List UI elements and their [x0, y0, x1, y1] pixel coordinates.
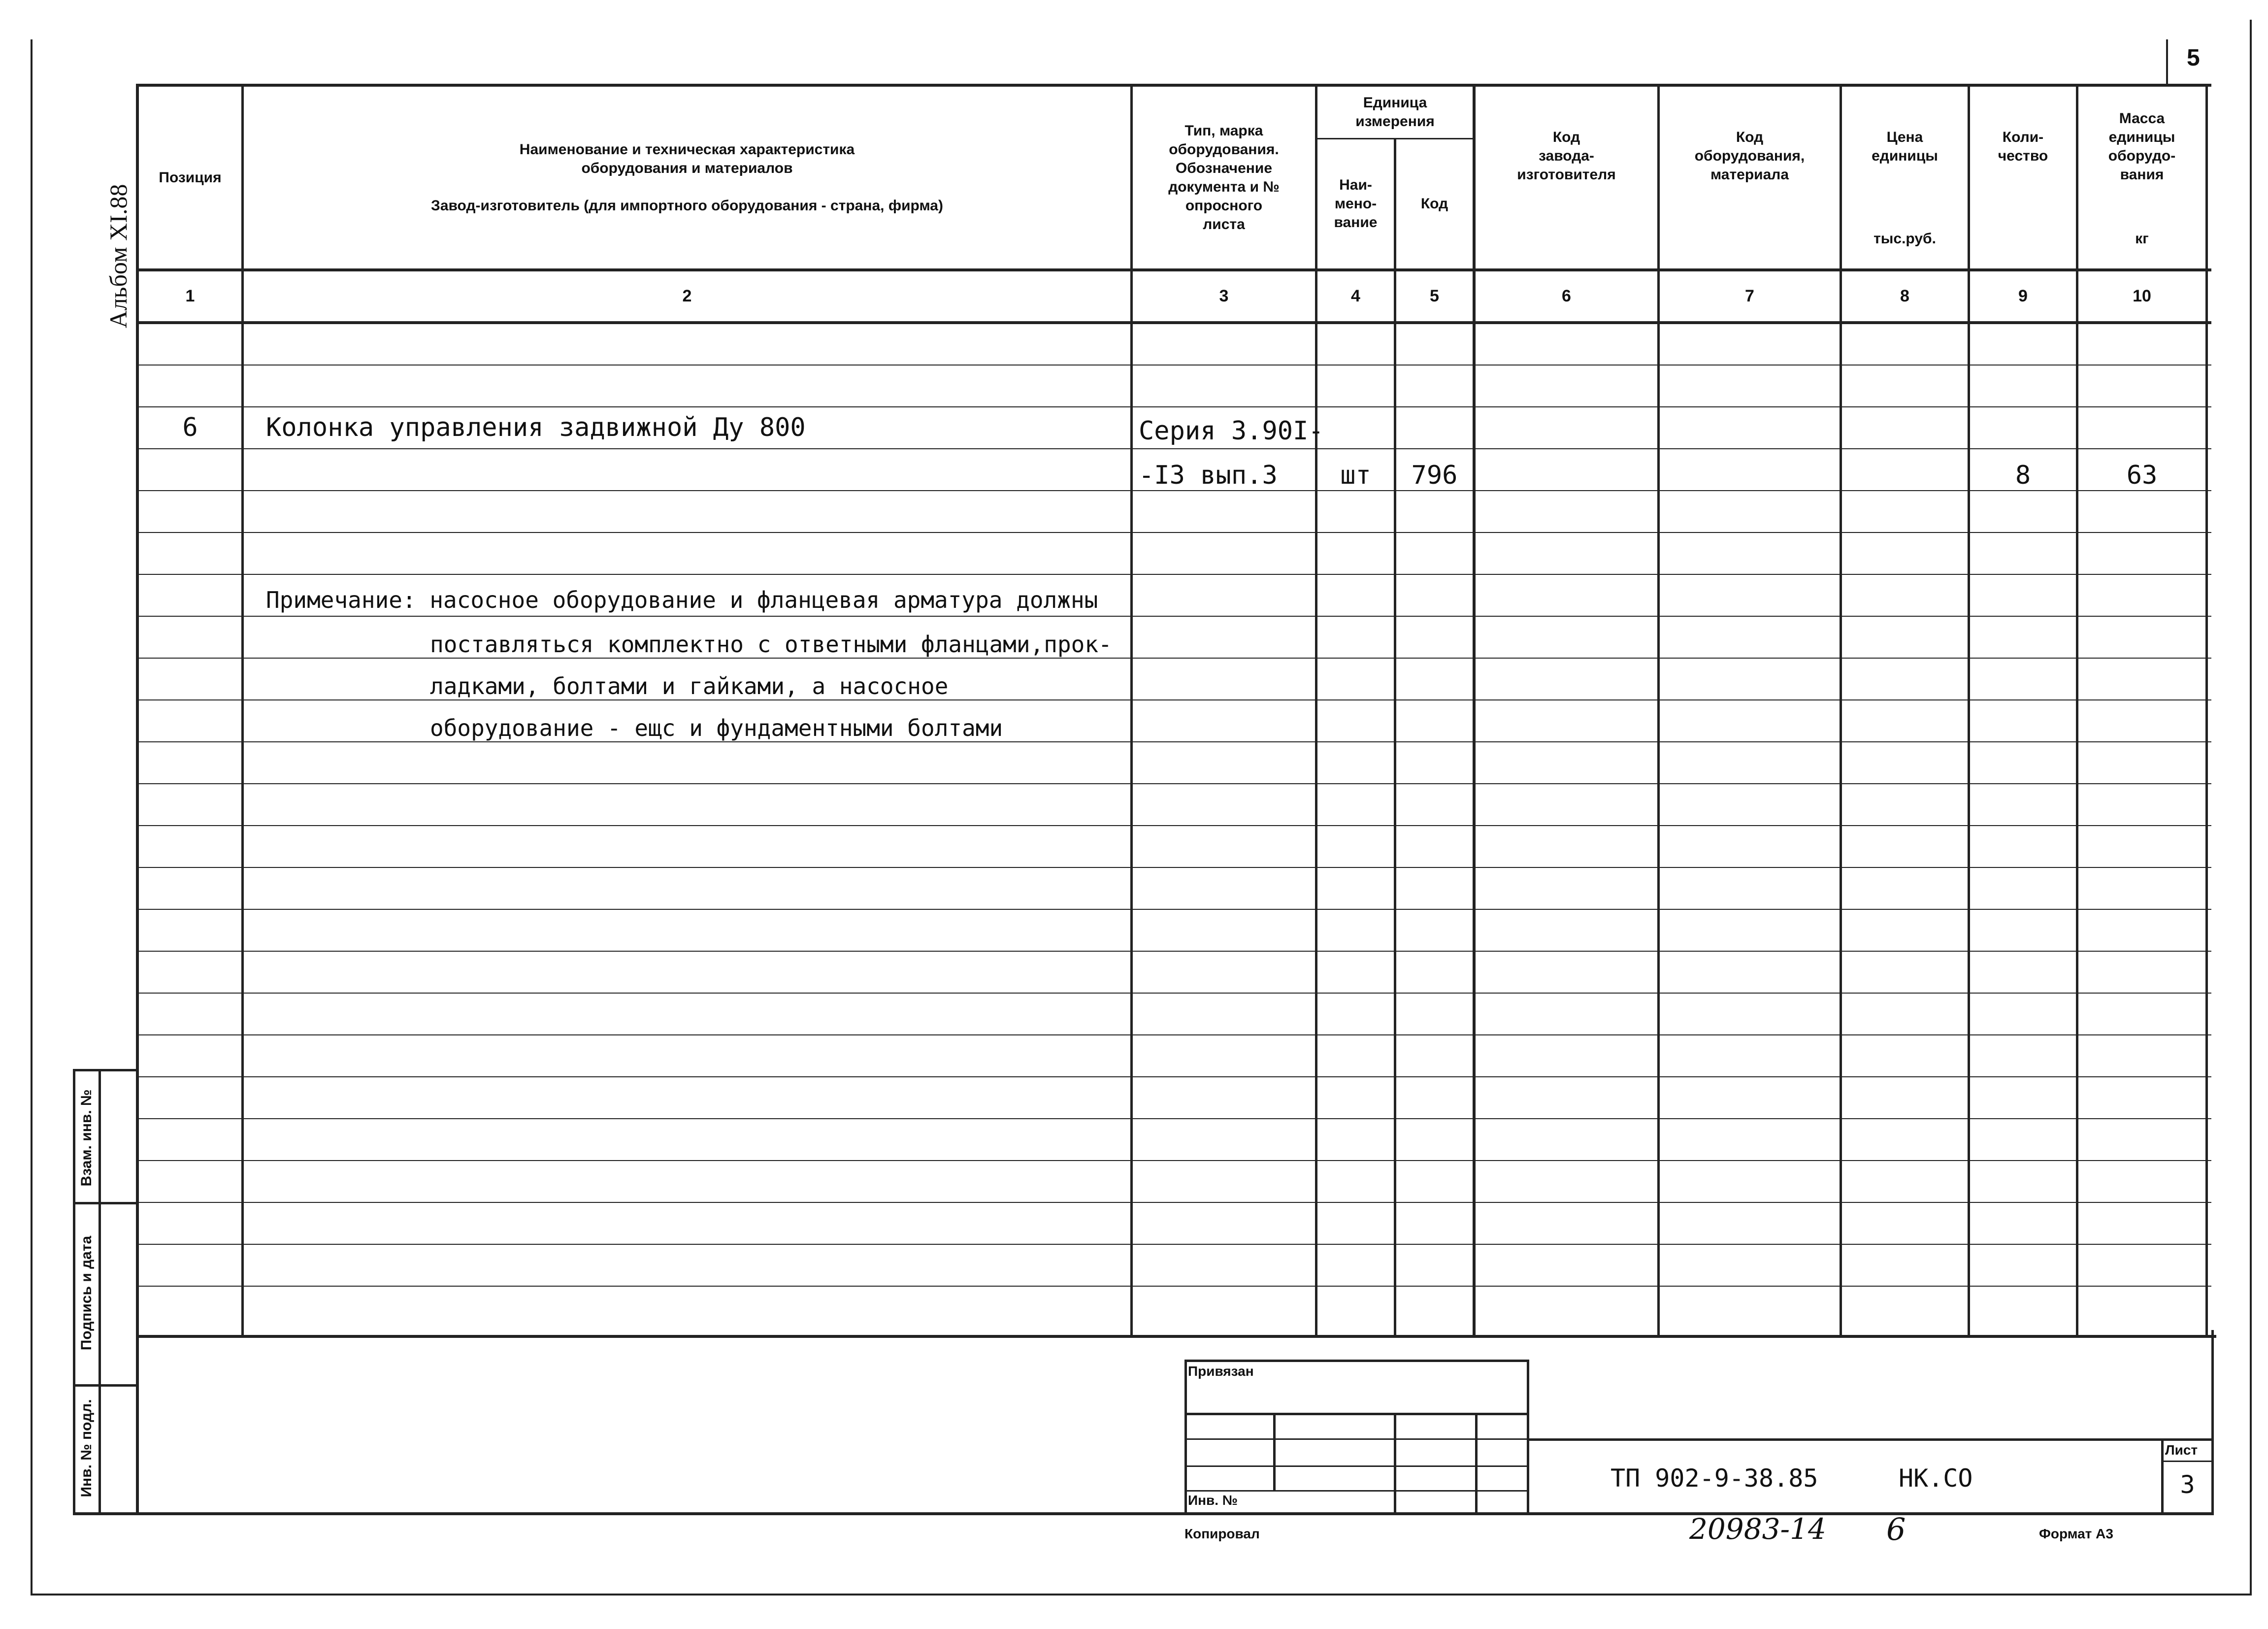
col-header-unit-group: Единица измерения [1355, 95, 1435, 130]
sheet-label: Лист [2165, 1442, 2198, 1458]
stamp-label-inv: Инв. № подл. [78, 1399, 95, 1497]
handwritten-number: 20983-14 [1689, 1512, 1826, 1546]
format-label: Формат А3 [2039, 1526, 2113, 1541]
row-quantity: 8 [2015, 461, 2031, 490]
col-header-maker-code: Код завода- изготовителя [1517, 129, 1616, 183]
col-header-name: Наименование и техническая характеристика оборудования и материалов Завод-изготовитель (для импортного оборудования - страна, фирма) [431, 141, 943, 214]
row-name: Колонка управления задвижной Ду 800 [266, 413, 806, 442]
note-line: поставляться комплектно с ответными фланцами,прок- [430, 631, 1112, 658]
col-number: 9 [2018, 287, 2028, 305]
col-header-quantity: Коли- чество [1998, 129, 2048, 164]
inv-label: Инв. № [1188, 1493, 1238, 1508]
sheet-number: 3 [2180, 1470, 2195, 1499]
stamp-label-vzam: Взам. инв. № [78, 1089, 95, 1187]
col-header-mass-unit: кг [2135, 231, 2149, 247]
row-unit-name: шт [1340, 461, 1371, 490]
col-header-mass: Масса единицы оборудо- вания [2108, 110, 2176, 183]
col-number: 4 [1351, 287, 1360, 305]
privyazan-label: Привязан [1188, 1363, 1254, 1379]
col-number: 7 [1745, 287, 1754, 305]
handwritten-sheet: 6 [1886, 1511, 1906, 1547]
stamp-label-signature: Подпись и дата [78, 1235, 95, 1351]
album-label: Альбом XI.88 [104, 184, 132, 329]
col-number: 1 [185, 287, 195, 305]
row-unit-code: 796 [1411, 461, 1458, 490]
note-line: ладками, болтами и гайками, а насосное [430, 673, 949, 699]
note-line: Примечание: насосное оборудование и фланцевая арматура должны [266, 587, 1098, 613]
col-header-equipment-code: Код оборудования, материала [1694, 129, 1805, 183]
col-number: 5 [1430, 287, 1439, 305]
col-number: 6 [1562, 287, 1571, 305]
col-header-position: Позиция [159, 169, 222, 186]
col-number: 10 [2133, 287, 2151, 305]
row-position: 6 [182, 413, 198, 442]
col-header-price: Цена единицы [1872, 129, 1938, 164]
col-number: 8 [1900, 287, 1909, 305]
col-number: 2 [682, 287, 692, 305]
col-header-price-unit: тыс.руб. [1874, 231, 1936, 247]
document-code: ТП 902-9-38.85 [1611, 1464, 1818, 1493]
col-number: 3 [1219, 287, 1229, 305]
col-header-unit-code: Код [1420, 196, 1448, 212]
document-mark: НК.СО [1899, 1464, 1973, 1493]
row-type-line1: Серия 3.90I- [1139, 416, 1324, 446]
note-line: оборудование - ещс и фундаментными болтами [430, 715, 1003, 741]
copied-label: Копировал [1184, 1526, 1260, 1541]
row-mass: 63 [2126, 461, 2158, 490]
col-header-unit-name: Наи- мено- вание [1334, 177, 1378, 231]
page-number: 5 [2187, 45, 2200, 71]
col-header-type: Тип, марка оборудования. Обозначение документа и № опросного листа [1168, 122, 1280, 233]
row-type-line2: -I3 вып.3 [1139, 461, 1278, 490]
